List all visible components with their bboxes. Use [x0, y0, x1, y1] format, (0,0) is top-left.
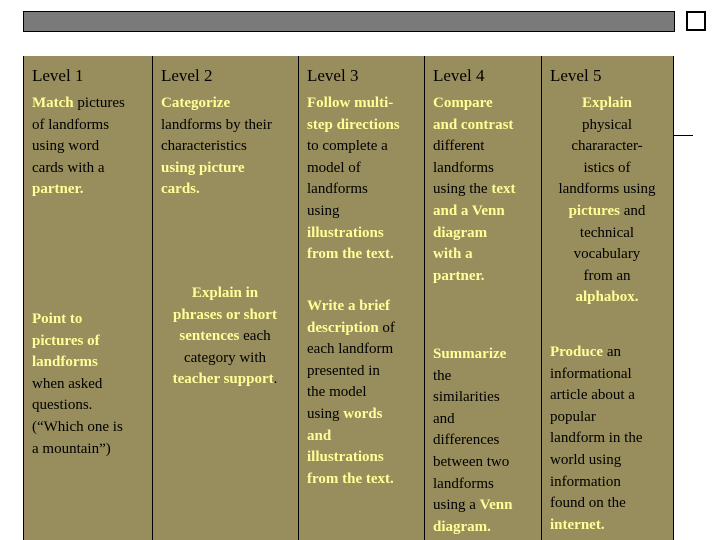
highlighted-text: from the text.: [307, 246, 394, 263]
cell-level5-top: [546, 93, 668, 309]
cell-line: [307, 339, 395, 361]
body-text: category with: [183, 349, 267, 366]
highlighted-text: Match: [32, 95, 74, 111]
highlighted-text: Point to: [32, 311, 83, 327]
body-text: article about a: [550, 387, 635, 404]
highlighted-text: Venn: [479, 497, 513, 514]
title-bar: [23, 11, 675, 32]
highlighted-text: partner.: [32, 181, 84, 198]
cell-line: [307, 201, 400, 223]
body-text: landforms using: [558, 181, 656, 198]
cell-line: [550, 515, 642, 537]
highlighted-text: landforms: [32, 354, 98, 371]
cell-line: [32, 115, 125, 137]
cell-line: [32, 439, 123, 461]
cell-line: [307, 447, 395, 469]
body-text: using: [307, 405, 344, 422]
cell-line: [32, 417, 123, 439]
cell-line: [433, 517, 512, 539]
cell-line: [32, 158, 125, 180]
column-divider: [298, 56, 299, 540]
highlighted-text: cards.: [161, 181, 200, 198]
side-rule: [673, 135, 693, 136]
cell-line: [161, 158, 272, 180]
cell-level1-top: [32, 93, 125, 201]
highlighted-text: partner.: [433, 267, 485, 284]
cell-line: [546, 201, 668, 223]
body-text: each: [239, 328, 271, 345]
highlighted-text: and contrast: [433, 116, 514, 133]
highlighted-text: pictures of: [32, 332, 100, 349]
header-level-2: Level 2: [161, 66, 213, 85]
cell-line: [433, 179, 516, 201]
cell-line: [32, 395, 123, 417]
cell-line: [550, 364, 642, 386]
cell-line: [32, 309, 123, 331]
cell-line: [32, 93, 125, 115]
cell-line: [307, 93, 400, 115]
column-divider: [424, 56, 425, 540]
cell-line: [156, 283, 294, 305]
body-text: presented in: [307, 362, 380, 379]
cell-line: [433, 387, 512, 409]
cell-level2-top: [161, 93, 272, 201]
cell-line: [550, 342, 642, 364]
cell-line: [433, 366, 512, 388]
cell-line: [550, 450, 642, 472]
header-level-4: Level 4: [433, 66, 485, 85]
cell-line: [307, 136, 400, 158]
cell-line: [433, 223, 516, 245]
highlighted-text: Summarize: [433, 346, 507, 362]
cell-level2-bottom: [156, 283, 294, 391]
body-text: the: [433, 367, 452, 384]
cell-line: [433, 158, 516, 180]
highlighted-text: with a: [433, 246, 473, 263]
body-text: landforms: [433, 475, 494, 492]
highlighted-text: words: [343, 405, 383, 422]
cell-line: [32, 352, 123, 374]
cell-line: [32, 179, 125, 201]
cell-line: [32, 331, 123, 353]
cell-line: [32, 136, 125, 158]
body-text: differences: [433, 432, 500, 449]
body-text: using: [307, 202, 340, 219]
body-text: of: [378, 319, 395, 336]
body-text: information: [550, 473, 621, 490]
cell-line: [307, 404, 395, 426]
body-text: to complete a: [307, 138, 388, 155]
body-text: different: [433, 138, 485, 155]
cell-line: [307, 361, 395, 383]
highlighted-text: internet.: [550, 516, 605, 533]
highlighted-text: sentences: [179, 328, 240, 345]
cell-line: [546, 266, 668, 288]
cell-line: [156, 348, 294, 370]
cell-line: [433, 201, 516, 223]
body-text: using word: [32, 138, 100, 155]
cell-line: [161, 179, 272, 201]
highlighted-text: Categorize: [161, 95, 231, 111]
column-divider: [23, 56, 24, 540]
cell-line: [550, 407, 642, 429]
body-text: from an: [583, 267, 631, 284]
cell-level3-top: [307, 93, 400, 266]
body-text: istics of: [583, 159, 631, 176]
cell-line: [161, 115, 272, 137]
body-text: when asked: [32, 375, 103, 392]
cell-line: [546, 287, 668, 309]
highlighted-text: Compare: [433, 95, 493, 111]
cell-line: [161, 136, 272, 158]
cell-line: [433, 244, 516, 266]
highlighted-text: illustrations: [307, 449, 384, 466]
cell-line: [433, 430, 512, 452]
highlighted-text: phrases or short: [173, 306, 277, 323]
body-text: landforms by their: [161, 116, 272, 133]
cell-line: [433, 93, 516, 115]
highlighted-text: alphabox.: [575, 289, 639, 306]
header-level-1: Level 1: [32, 66, 84, 85]
cell-level4-bottom: [433, 344, 512, 538]
body-text: technical: [579, 224, 635, 241]
highlighted-text: diagram: [433, 224, 488, 241]
body-text: informational: [550, 365, 632, 382]
cell-line: [156, 326, 294, 348]
highlighted-text: Produce: [550, 344, 604, 360]
cell-line: [546, 115, 668, 137]
body-text: questions.: [32, 397, 93, 414]
highlighted-text: Follow multi-: [307, 95, 394, 111]
column-divider: [673, 56, 674, 540]
highlighted-text: step directions: [307, 116, 400, 133]
body-text: using the: [433, 181, 492, 198]
cell-line: [550, 493, 642, 515]
cell-line: [546, 136, 668, 158]
body-text: landforms: [433, 159, 494, 176]
header-level-5: Level 5: [550, 66, 602, 85]
cell-line: [307, 318, 395, 340]
body-text: similarities: [433, 389, 500, 406]
cell-line: [433, 495, 512, 517]
body-text: .: [273, 371, 278, 388]
cell-level5-bottom: [550, 342, 642, 536]
body-text: an: [603, 344, 621, 360]
body-text: between two: [433, 453, 510, 470]
cell-line: [307, 179, 400, 201]
body-text: found on the: [550, 495, 626, 512]
cell-line: [433, 452, 512, 474]
cell-line: [32, 374, 123, 396]
column-divider: [541, 56, 542, 540]
body-text: model of: [307, 159, 361, 176]
body-text: vocabulary: [573, 246, 641, 263]
cell-level4-top: [433, 93, 516, 287]
cell-line: [156, 369, 294, 391]
cell-line: [550, 472, 642, 494]
header-level-3: Level 3: [307, 66, 359, 85]
cell-line: [307, 223, 400, 245]
cell-line: [433, 115, 516, 137]
cell-line: [546, 179, 668, 201]
column-divider: [152, 56, 153, 540]
body-text: popular: [550, 408, 596, 425]
cell-line: [156, 305, 294, 327]
body-text: each landform: [307, 341, 394, 358]
cell-level1-bottom: [32, 309, 123, 460]
highlighted-text: description: [307, 319, 379, 336]
body-text: of landforms: [32, 116, 110, 133]
highlighted-text: diagram.: [433, 518, 491, 535]
body-text: cards with a: [32, 159, 105, 176]
cell-line: [550, 428, 642, 450]
cell-line: [433, 136, 516, 158]
body-text: and: [433, 410, 455, 427]
highlighted-text: Explain: [581, 95, 633, 111]
cell-line: [307, 382, 395, 404]
body-text: and: [619, 202, 646, 219]
cell-line: [307, 426, 395, 448]
cell-line: [433, 409, 512, 431]
cell-line: [307, 296, 395, 318]
cell-line: [307, 115, 400, 137]
body-text: landform in the: [550, 430, 643, 447]
body-text: world using: [550, 451, 622, 468]
cell-line: [546, 93, 668, 115]
highlighted-text: pictures: [568, 202, 620, 219]
cell-line: [433, 474, 512, 496]
body-text: (“Which one is: [32, 418, 123, 435]
highlighted-text: and: [307, 427, 332, 444]
body-text: using a: [433, 497, 480, 514]
highlighted-text: teacher support: [172, 371, 274, 388]
cell-line: [550, 385, 642, 407]
corner-checkbox: [686, 11, 706, 31]
body-text: chararacter-: [571, 138, 643, 155]
cell-line: [546, 223, 668, 245]
body-text: a mountain”): [32, 440, 111, 457]
cell-line: [546, 158, 668, 180]
body-text: landforms: [307, 181, 368, 198]
highlighted-text: text: [491, 181, 516, 198]
body-text: the model: [307, 384, 367, 401]
body-text: pictures: [73, 95, 125, 111]
cell-line: [307, 158, 400, 180]
highlighted-text: illustrations: [307, 224, 384, 241]
cell-line: [161, 93, 272, 115]
highlighted-text: Explain in: [191, 285, 259, 301]
highlighted-text: Write a brief: [307, 298, 391, 314]
highlighted-text: using picture: [161, 159, 245, 176]
highlighted-text: from the text.: [307, 470, 394, 487]
cell-line: [307, 244, 400, 266]
body-text: characteristics: [161, 138, 247, 155]
body-text: physical: [582, 116, 632, 133]
highlighted-text: and a Venn: [433, 202, 505, 219]
cell-line: [433, 344, 512, 366]
cell-level3-bottom: [307, 296, 395, 490]
cell-line: [546, 244, 668, 266]
cell-line: [433, 266, 516, 288]
cell-line: [307, 469, 395, 491]
